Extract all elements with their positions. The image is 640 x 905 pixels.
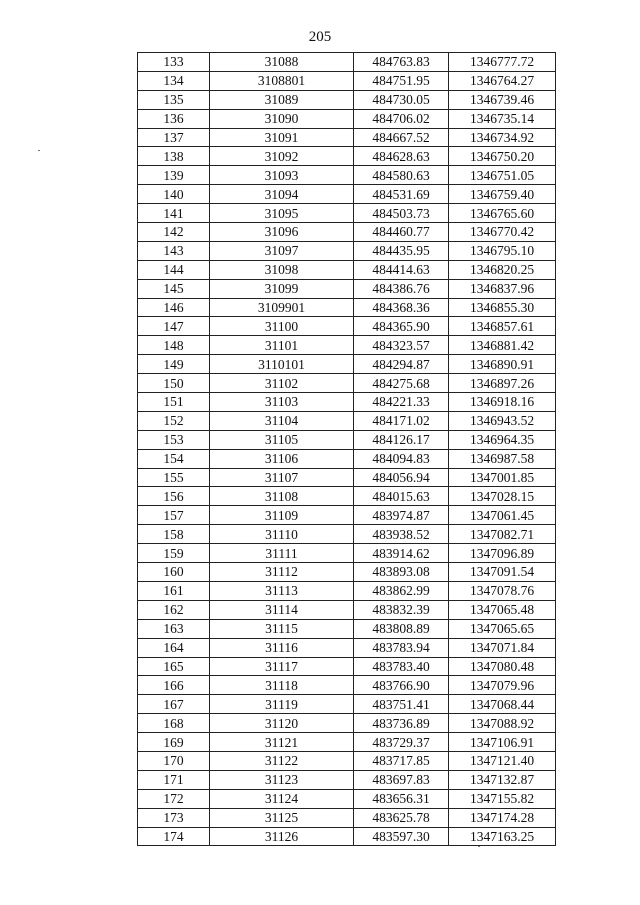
- point-id-cell: 31105: [210, 430, 354, 449]
- row-number-cell: 140: [138, 185, 210, 204]
- point-id-cell: 31100: [210, 317, 354, 336]
- row-number-cell: 137: [138, 128, 210, 147]
- coord-y-cell: 1346837.96: [449, 279, 556, 298]
- coord-x-cell: 483736.89: [354, 714, 449, 733]
- table-row: [138, 770, 556, 789]
- row-number-cell: 143: [138, 241, 210, 260]
- coord-y-cell: 1346820.25: [449, 260, 556, 279]
- row-number-cell: 169: [138, 733, 210, 752]
- table-row: [138, 638, 556, 657]
- coord-y-cell: 1346964.35: [449, 430, 556, 449]
- coord-x-cell: 483832.39: [354, 600, 449, 619]
- coord-y-cell: 1347071.84: [449, 638, 556, 657]
- coord-x-cell: 484628.63: [354, 147, 449, 166]
- coord-y-cell: 1347132.87: [449, 770, 556, 789]
- coord-y-cell: 1347174.28: [449, 808, 556, 827]
- point-id-cell: 31096: [210, 223, 354, 242]
- coord-x-cell: 483974.87: [354, 506, 449, 525]
- coord-y-cell: 1346795.10: [449, 241, 556, 260]
- point-id-cell: 31120: [210, 714, 354, 733]
- coord-x-cell: 484368.36: [354, 298, 449, 317]
- coord-x-cell: 483914.62: [354, 544, 449, 563]
- row-number-cell: 148: [138, 336, 210, 355]
- point-id-cell: 31122: [210, 751, 354, 770]
- coord-x-cell: 483893.08: [354, 563, 449, 582]
- coord-x-cell: 483751.41: [354, 695, 449, 714]
- row-number-cell: 166: [138, 676, 210, 695]
- row-number-cell: 144: [138, 260, 210, 279]
- point-id-cell: 31099: [210, 279, 354, 298]
- coord-y-cell: 1346751.05: [449, 166, 556, 185]
- point-id-cell: 31090: [210, 109, 354, 128]
- row-number-cell: 159: [138, 544, 210, 563]
- coord-x-cell: 483717.85: [354, 751, 449, 770]
- table-row: [138, 166, 556, 185]
- coord-x-cell: 483783.94: [354, 638, 449, 657]
- coord-y-cell: 1347028.15: [449, 487, 556, 506]
- coordinates-table: [137, 52, 556, 846]
- row-number-cell: 164: [138, 638, 210, 657]
- coord-y-cell: 1346739.46: [449, 90, 556, 109]
- table-row: [138, 393, 556, 412]
- row-number-cell: 149: [138, 355, 210, 374]
- coord-y-cell: 1347163.25: [449, 827, 556, 846]
- row-number-cell: 161: [138, 581, 210, 600]
- point-id-cell: 31116: [210, 638, 354, 657]
- table-row: [138, 563, 556, 582]
- point-id-cell: 31106: [210, 449, 354, 468]
- table-row: [138, 487, 556, 506]
- row-number-cell: 138: [138, 147, 210, 166]
- coord-y-cell: 1347065.48: [449, 600, 556, 619]
- coord-x-cell: 483656.31: [354, 789, 449, 808]
- point-id-cell: 31089: [210, 90, 354, 109]
- coord-y-cell: 1346750.20: [449, 147, 556, 166]
- table-row: [138, 581, 556, 600]
- coord-y-cell: 1346881.42: [449, 336, 556, 355]
- coord-x-cell: 484763.83: [354, 53, 449, 72]
- table-row: [138, 374, 556, 393]
- point-id-cell: 31126: [210, 827, 354, 846]
- coord-x-cell: 484171.02: [354, 411, 449, 430]
- coord-y-cell: 1346735.14: [449, 109, 556, 128]
- point-id-cell: 31107: [210, 468, 354, 487]
- row-number-cell: 171: [138, 770, 210, 789]
- point-id-cell: 31123: [210, 770, 354, 789]
- point-id-cell: 3110101: [210, 355, 354, 374]
- coord-x-cell: 483597.30: [354, 827, 449, 846]
- point-id-cell: 31125: [210, 808, 354, 827]
- table-row: [138, 241, 556, 260]
- coord-x-cell: 484706.02: [354, 109, 449, 128]
- table-row: [138, 733, 556, 752]
- coord-x-cell: 483697.83: [354, 770, 449, 789]
- point-id-cell: 31110: [210, 525, 354, 544]
- table-row: [138, 147, 556, 166]
- row-number-cell: 136: [138, 109, 210, 128]
- row-number-cell: 152: [138, 411, 210, 430]
- coord-y-cell: 1346855.30: [449, 298, 556, 317]
- coord-y-cell: 1346777.72: [449, 53, 556, 72]
- point-id-cell: 31091: [210, 128, 354, 147]
- row-number-cell: 167: [138, 695, 210, 714]
- point-id-cell: 31098: [210, 260, 354, 279]
- table-row: [138, 204, 556, 223]
- coordinates-table-body: [138, 53, 556, 846]
- coord-y-cell: 1347091.54: [449, 563, 556, 582]
- point-id-cell: 31117: [210, 657, 354, 676]
- coord-y-cell: 1346890.91: [449, 355, 556, 374]
- point-id-cell: 31093: [210, 166, 354, 185]
- coord-y-cell: 1346857.61: [449, 317, 556, 336]
- row-number-cell: 155: [138, 468, 210, 487]
- coord-y-cell: 1347080.48: [449, 657, 556, 676]
- table-row: [138, 430, 556, 449]
- coord-y-cell: 1347155.82: [449, 789, 556, 808]
- row-number-cell: 156: [138, 487, 210, 506]
- row-number-cell: 172: [138, 789, 210, 808]
- coord-x-cell: 484667.52: [354, 128, 449, 147]
- point-id-cell: 31112: [210, 563, 354, 582]
- row-number-cell: 134: [138, 71, 210, 90]
- coord-x-cell: 484294.87: [354, 355, 449, 374]
- table-row: [138, 336, 556, 355]
- row-number-cell: 147: [138, 317, 210, 336]
- table-row: [138, 317, 556, 336]
- table-row: [138, 128, 556, 147]
- table-row: [138, 71, 556, 90]
- table-row: [138, 223, 556, 242]
- row-number-cell: 133: [138, 53, 210, 72]
- table-row: [138, 789, 556, 808]
- table-row: [138, 657, 556, 676]
- row-number-cell: 163: [138, 619, 210, 638]
- row-number-cell: 173: [138, 808, 210, 827]
- coord-x-cell: 484221.33: [354, 393, 449, 412]
- table-row: [138, 751, 556, 770]
- coord-x-cell: 483862.99: [354, 581, 449, 600]
- row-number-cell: 165: [138, 657, 210, 676]
- table-row: [138, 109, 556, 128]
- point-id-cell: 3109901: [210, 298, 354, 317]
- table-row: [138, 525, 556, 544]
- table-row: [138, 676, 556, 695]
- point-id-cell: 31101: [210, 336, 354, 355]
- point-id-cell: 31114: [210, 600, 354, 619]
- table-row: [138, 90, 556, 109]
- point-id-cell: 31113: [210, 581, 354, 600]
- point-id-cell: 31094: [210, 185, 354, 204]
- coord-x-cell: 483938.52: [354, 525, 449, 544]
- coord-y-cell: 1347088.92: [449, 714, 556, 733]
- row-number-cell: 168: [138, 714, 210, 733]
- coord-y-cell: 1346759.40: [449, 185, 556, 204]
- coord-x-cell: 484275.68: [354, 374, 449, 393]
- point-id-cell: 31119: [210, 695, 354, 714]
- coord-y-cell: 1347121.40: [449, 751, 556, 770]
- table-row: [138, 827, 556, 846]
- row-number-cell: 154: [138, 449, 210, 468]
- point-id-cell: 31092: [210, 147, 354, 166]
- row-number-cell: 135: [138, 90, 210, 109]
- coord-x-cell: 483625.78: [354, 808, 449, 827]
- table-row: [138, 468, 556, 487]
- table-row: [138, 298, 556, 317]
- coord-x-cell: 484126.17: [354, 430, 449, 449]
- scan-speck: [478, 846, 480, 847]
- coord-x-cell: 484015.63: [354, 487, 449, 506]
- coord-x-cell: 484531.69: [354, 185, 449, 204]
- row-number-cell: 153: [138, 430, 210, 449]
- point-id-cell: 31124: [210, 789, 354, 808]
- row-number-cell: 157: [138, 506, 210, 525]
- coord-y-cell: 1346918.16: [449, 393, 556, 412]
- coord-y-cell: 1346765.60: [449, 204, 556, 223]
- coord-x-cell: 484435.95: [354, 241, 449, 260]
- coord-x-cell: 484386.76: [354, 279, 449, 298]
- point-id-cell: 31111: [210, 544, 354, 563]
- coord-y-cell: 1346943.52: [449, 411, 556, 430]
- coord-y-cell: 1347061.45: [449, 506, 556, 525]
- row-number-cell: 151: [138, 393, 210, 412]
- scan-speck: [38, 150, 40, 151]
- table-row: [138, 53, 556, 72]
- row-number-cell: 141: [138, 204, 210, 223]
- table-row: [138, 544, 556, 563]
- point-id-cell: 31102: [210, 374, 354, 393]
- row-number-cell: 145: [138, 279, 210, 298]
- coord-y-cell: 1347096.89: [449, 544, 556, 563]
- coord-x-cell: 484751.95: [354, 71, 449, 90]
- table-row: [138, 260, 556, 279]
- table-row: [138, 619, 556, 638]
- point-id-cell: 31118: [210, 676, 354, 695]
- coord-x-cell: 484414.63: [354, 260, 449, 279]
- row-number-cell: 142: [138, 223, 210, 242]
- row-number-cell: 160: [138, 563, 210, 582]
- table-row: [138, 279, 556, 298]
- coord-y-cell: 1347106.91: [449, 733, 556, 752]
- table-row: [138, 355, 556, 374]
- coord-y-cell: 1347082.71: [449, 525, 556, 544]
- coord-x-cell: 484323.57: [354, 336, 449, 355]
- coord-y-cell: 1347068.44: [449, 695, 556, 714]
- coord-x-cell: 483783.40: [354, 657, 449, 676]
- table-row: [138, 808, 556, 827]
- coord-y-cell: 1347001.85: [449, 468, 556, 487]
- table-row: [138, 600, 556, 619]
- table-row: [138, 714, 556, 733]
- row-number-cell: 174: [138, 827, 210, 846]
- point-id-cell: 31121: [210, 733, 354, 752]
- table-row: [138, 695, 556, 714]
- point-id-cell: 31115: [210, 619, 354, 638]
- point-id-cell: 31108: [210, 487, 354, 506]
- point-id-cell: 31095: [210, 204, 354, 223]
- coord-y-cell: 1346734.92: [449, 128, 556, 147]
- point-id-cell: 31109: [210, 506, 354, 525]
- coord-x-cell: 483729.37: [354, 733, 449, 752]
- coord-x-cell: 484056.94: [354, 468, 449, 487]
- point-id-cell: 31088: [210, 53, 354, 72]
- coord-x-cell: 484365.90: [354, 317, 449, 336]
- point-id-cell: 31104: [210, 411, 354, 430]
- row-number-cell: 146: [138, 298, 210, 317]
- table-row: [138, 506, 556, 525]
- coord-y-cell: 1346764.27: [449, 71, 556, 90]
- coord-y-cell: 1346770.42: [449, 223, 556, 242]
- coord-x-cell: 483766.90: [354, 676, 449, 695]
- coord-y-cell: 1346897.26: [449, 374, 556, 393]
- page-number: 205: [308, 29, 332, 45]
- coord-x-cell: 484730.05: [354, 90, 449, 109]
- row-number-cell: 162: [138, 600, 210, 619]
- table-row: [138, 185, 556, 204]
- row-number-cell: 170: [138, 751, 210, 770]
- coord-x-cell: 483808.89: [354, 619, 449, 638]
- row-number-cell: 139: [138, 166, 210, 185]
- coord-y-cell: 1347078.76: [449, 581, 556, 600]
- table-row: [138, 449, 556, 468]
- row-number-cell: 150: [138, 374, 210, 393]
- coord-x-cell: 484094.83: [354, 449, 449, 468]
- coord-x-cell: 484460.77: [354, 223, 449, 242]
- table-row: [138, 411, 556, 430]
- coord-y-cell: 1347079.96: [449, 676, 556, 695]
- coord-x-cell: 484580.63: [354, 166, 449, 185]
- coord-y-cell: 1347065.65: [449, 619, 556, 638]
- point-id-cell: 31103: [210, 393, 354, 412]
- point-id-cell: 31097: [210, 241, 354, 260]
- coord-y-cell: 1346987.58: [449, 449, 556, 468]
- point-id-cell: 3108801: [210, 71, 354, 90]
- coord-x-cell: 484503.73: [354, 204, 449, 223]
- row-number-cell: 158: [138, 525, 210, 544]
